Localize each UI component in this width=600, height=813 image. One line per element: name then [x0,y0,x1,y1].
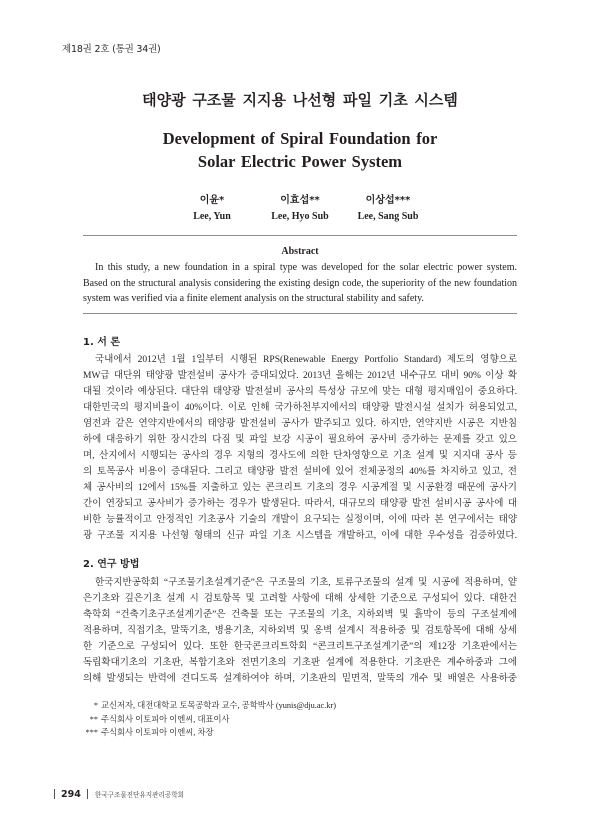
korean-title: 태양광 구조물 지지용 나선형 파일 기초 시스템 [142,93,458,109]
footnote-mark: * [93,701,98,710]
body-text-line: 염전과 같은 연약지반에서의 태양광 발전설비 공사가 발주되고 있다. 하지만, 연약지반 시공은 지반침 [83,419,517,429]
body-text-line: 은기초와 깊은기초 설계 시 검토항목 및 고려할 사항에 대해 상세한 기준으로 구성되어 있다. 대한건 [83,594,517,604]
footnote-mark: ** [89,714,98,724]
body-text-line: 대한민국의 평지비율이 40%이다. 이로 인해 국가하천부지에서의 태양광 발전시설 설치가 허용되었고, [83,403,517,413]
body-text-line: 며, 산지에서 시행되는 공사의 경우 지형의 경사도에 의한 단차영향으로 기초 설계 및 지지대 공사 등 [83,451,517,461]
body-text-line: 적용하며, 직접기초, 말뚝기초, 병용기초, 지하외벽 및 옹벽 설계시 적용하중 및 검토항목에 대해 상세 [83,626,517,636]
abstract-line: system was verified via a finite element analysis on the structural stability and safety. [83,293,424,304]
author-list [168,193,432,225]
author-korean-name: 이효섭** [280,195,320,206]
page-footer [54,787,184,801]
body-text-line: 축학회 “건축기초구조설계기준”은 건축물 또는 구조물의 기초, 지하외벽 및 흙막이 등의 구조설계에 [83,610,517,620]
body-text-line: 하에 대응하기 위한 장시간의 다짐 및 파일 보강 시공이 필요하여 공사비 증가하는 문제를 갖고 있으 [83,435,517,445]
author-korean-name: 이상섭*** [365,195,411,206]
abstract-top-divider [83,235,517,236]
section-body-introduction [83,352,517,544]
page-number: 294 [61,788,81,800]
body-text-line: 독립확대기초의 기초판, 복합기초와 전면기초의 기초판 설계에 적용한다. 기초판은 계수하중과 그에 [83,658,517,668]
footnote-mark: *** [85,728,98,737]
body-text-line: MW급 대단위 태양광 발전설비 공사가 증대되었다. 2013년 올해는 2012년 내수규모 대비 90% 이상 확 [83,371,517,381]
english-title-line: Solar Electric Power System [197,152,403,171]
section-heading-methods: 2. 연구 방법 [83,559,140,570]
footnote [84,713,336,727]
body-text-line: 비한 능률적이고 안정적인 기초공사 기술의 개발이 요구되는 실정이며, 이에 따라 본 연구에서는 태양 [83,515,517,525]
body-text-line: 국내에서 2012년 1월 1일부터 시행된 RPS(Renewable Energy Portfolio Standard) 제도의 영향으로 [95,355,517,365]
author-english-name: Lee, Yun [193,211,231,222]
body-text-line: 광 구조물 지지용 나선형 형태의 신규 파일 기초 시스템을 개발하고, 이에 대한 우수성을 검증하였다. [83,531,517,541]
footnotes [84,699,336,740]
english-title [0,127,600,173]
body-text-line: 의해 발생되는 반력에 견디도록 설계하여야 하며, 기초판의 밑면적, 말뚝의 개수 및 배열은 사용하중 [83,674,517,684]
abstract-line: In this study, a new foundation in a spiral type was developed for the solar electric power system. [95,262,517,273]
section-body-methods [83,575,517,687]
body-text-line: 한국지반공학회 “구조물기초설계기준”은 구조물의 기초, 토류구조물의 설계 및 시공에 적용하며, 얕 [95,578,517,588]
journal-issue-header: 제18권 2호 (통권 34권) [62,44,161,55]
publisher-name: 한국구조물진단유지관리공학회 [94,791,185,799]
footnote-text: 교신저자, 대전대학교 토목공학과 교수, 공학박사 (yunis@dju.ac.kr) [101,701,336,710]
body-text-line: 체 공사비의 12에서 15%를 지출하고 있는 콘크리트 기초의 경우 시공계절 및 시공환경 때문에 공사기 [83,483,517,493]
footnote-text: 주식회사 이토피아 이엔씨, 차장 [101,728,214,737]
section-heading-introduction: 1. 서 론 [83,337,121,348]
body-text-line: 의 토목공사 비용이 증대된다. 그리고 태양광 발전 설비에 있어 전체공정의 40%를 차지하고 있고, 전 [83,467,517,477]
body-text-line: 대될 것이라 예상된다. 대단위 태양광 발전설비 공사의 특성상 규모에 맞는 대형 평지매입이 중요하다. [83,387,517,397]
author-korean-name: 이윤* [199,195,225,206]
body-text-line: 간이 연장되고 공사비가 증가하는 경우가 발생된다. 따라서, 대규모의 태양광 발전 설비시공 공사에 대 [83,499,517,509]
footnote-text: 주식회사 이토피아 이엔씨, 대표이사 [101,714,230,724]
footer-divider [87,789,88,799]
abstract-heading: Abstract [281,246,319,257]
abstract-body [83,260,517,307]
author [168,193,256,225]
footnote [84,699,336,713]
footer-divider [54,789,55,799]
author-english-name: Lee, Hyo Sub [271,211,329,222]
footnote [84,726,336,740]
english-title-line: Development of Spiral Foundation for [162,129,438,148]
abstract-line: Based on the structural analysis considering the existing design code, the superiority of the new foundation [83,277,517,289]
author [256,193,344,225]
body-text-line: 한 기준으로 구성되어 있다. 또한 한국콘크리트학회 “콘크리트구조설계기준”의 제12장 기초판에서는 [83,642,517,652]
author-english-name: Lee, Sang Sub [357,211,419,222]
abstract-bottom-divider [83,313,517,314]
author [344,193,432,225]
